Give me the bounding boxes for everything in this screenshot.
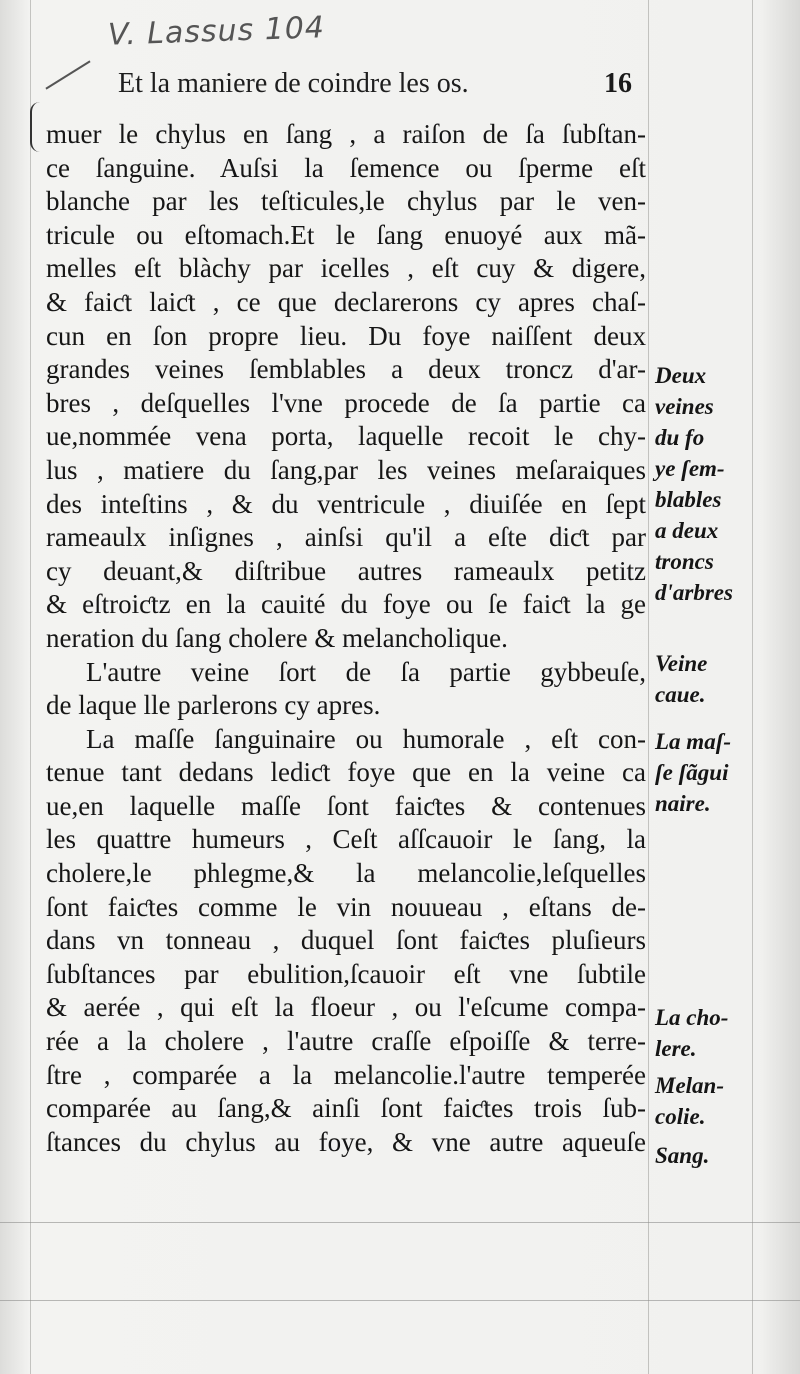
margin-note-line: Sang. [655, 1143, 710, 1168]
pencil-mark [45, 60, 90, 89]
body-text [46, 118, 646, 1159]
margin-note-line: ye ſem- [655, 456, 725, 481]
page-rule [30, 0, 31, 1374]
text-line: grandes veines ſemblables a deux troncz d'ar- [46, 354, 646, 385]
text-line: blanche par les teſticules,le chylus par le ven- [46, 186, 646, 217]
folio-number: 16 [604, 68, 632, 99]
margin-note [655, 1070, 765, 1132]
margin-note-line: troncs [655, 549, 714, 574]
margin-note-line: lere. [655, 1036, 697, 1061]
margin-note-line: La cho- [655, 1005, 729, 1030]
text-line: L'autre veine ſort de ſa partie gybbeuſe, [86, 656, 646, 687]
margin-note [655, 1140, 765, 1171]
text-line: bres , deſquelles l'vne procede de ſa partie ca [46, 387, 646, 418]
margin-note-line: La maſ- [655, 729, 732, 754]
page-rule [0, 1222, 800, 1223]
margin-note-line: Deux [655, 363, 707, 388]
text-line: & eſtroiƈtz en la cauité du foye ou ſe faiƈt la ge [46, 589, 646, 620]
text-line: neration du ſang cholere & melancholique. [46, 622, 508, 653]
margin-note-line: d'arbres [655, 580, 733, 605]
page-rule [648, 0, 649, 1374]
page-rule [0, 1300, 800, 1301]
text-line: cun en ſon propre lieu. Du foye naiſſent deux [46, 320, 646, 351]
text-line: ſubſtances par ebulition,ſcauoir eſt vne ſubtile [46, 958, 646, 989]
shelfmark-annotation: V. Lassus 104 [107, 10, 326, 53]
text-line: rameaulx inſignes , ainſsi qu'il a eſte diƈt par [46, 522, 646, 553]
text-line: ue,en laquelle maſſe ſont faiƈtes & contenues [46, 790, 646, 821]
text-line: La maſſe ſanguinaire ou humorale , eſt con- [86, 723, 646, 754]
text-line: de laque lle parlerons cy apres. [46, 690, 381, 721]
text-line: cy deuant,& diſtribue autres rameaulx petitz [46, 555, 646, 586]
margin-note-line: blables [655, 487, 722, 512]
text-line: comparée au ſang,& ainſi ſont faiƈtes trois ſub- [46, 1093, 646, 1124]
margin-note [655, 1002, 765, 1064]
text-line: tricule ou eſtomach.Et le ſang enuoyé aux mã- [46, 219, 646, 250]
margin-note [655, 648, 765, 710]
margin-note-line: Melan- [655, 1073, 724, 1098]
margin-note-line: ſe ſãgui [655, 760, 729, 785]
text-line: ce ſanguine. Auſsi la ſemence ou ſperme eſt [46, 152, 646, 183]
margin-note-line: veines [655, 394, 714, 419]
margin-note-line: Veine [655, 651, 708, 676]
text-line: melles eſt blàchy par icelles , eſt cuy & digere, [46, 253, 646, 284]
text-line: cholere,le phlegme,& la melancolie,leſquelles [46, 858, 646, 889]
text-line: ſont faiƈtes comme le vin nouueau , eſtans de- [46, 891, 646, 922]
text-line: les quattre humeurs , Ceſt aſſcauoir le ſang, la [46, 824, 646, 855]
text-line: & faiƈt laiƈt , ce que declarerons cy apres chaſ- [46, 286, 646, 317]
margin-note-line: colie. [655, 1104, 706, 1129]
margin-note-line: caue. [655, 682, 706, 707]
running-title: Et la maniere de coindre les os. [118, 68, 469, 99]
text-line: & aerée , qui eſt la floeur , ou l'eſcume compa- [46, 992, 646, 1023]
margin-note-line: du fo [655, 425, 705, 450]
margin-note-line: naire. [655, 791, 711, 816]
text-line: des inteſtins , & du ventricule , diuiſée en ſept [46, 488, 646, 519]
text-line: lus , matiere du ſang,par les veines meſaraiques [46, 454, 646, 485]
text-line: tenue tant dedans lediƈt foye que en la veine ca [46, 757, 646, 788]
margin-note-line: a deux [655, 518, 719, 543]
margin-note [655, 360, 765, 608]
text-line: ſtre , comparée a la melancolie.l'autre temperée [46, 1059, 646, 1090]
text-line: dans vn tonneau , duquel ſont faiƈtes pluſieurs [46, 925, 646, 956]
margin-note [655, 726, 765, 819]
pencil-bracket [30, 102, 44, 152]
text-line: ſtances du chylus au foye, & vne autre aqueuſe [46, 1126, 646, 1157]
text-line: rée a la cholere , l'autre craſſe eſpoiſſe & terre- [46, 1026, 646, 1057]
text-line: muer le chylus en ſang , a raiſon de ſa ſubſtan- [46, 119, 646, 149]
text-line: ue,nommée vena porta, laquelle recoit le chy- [46, 421, 646, 452]
